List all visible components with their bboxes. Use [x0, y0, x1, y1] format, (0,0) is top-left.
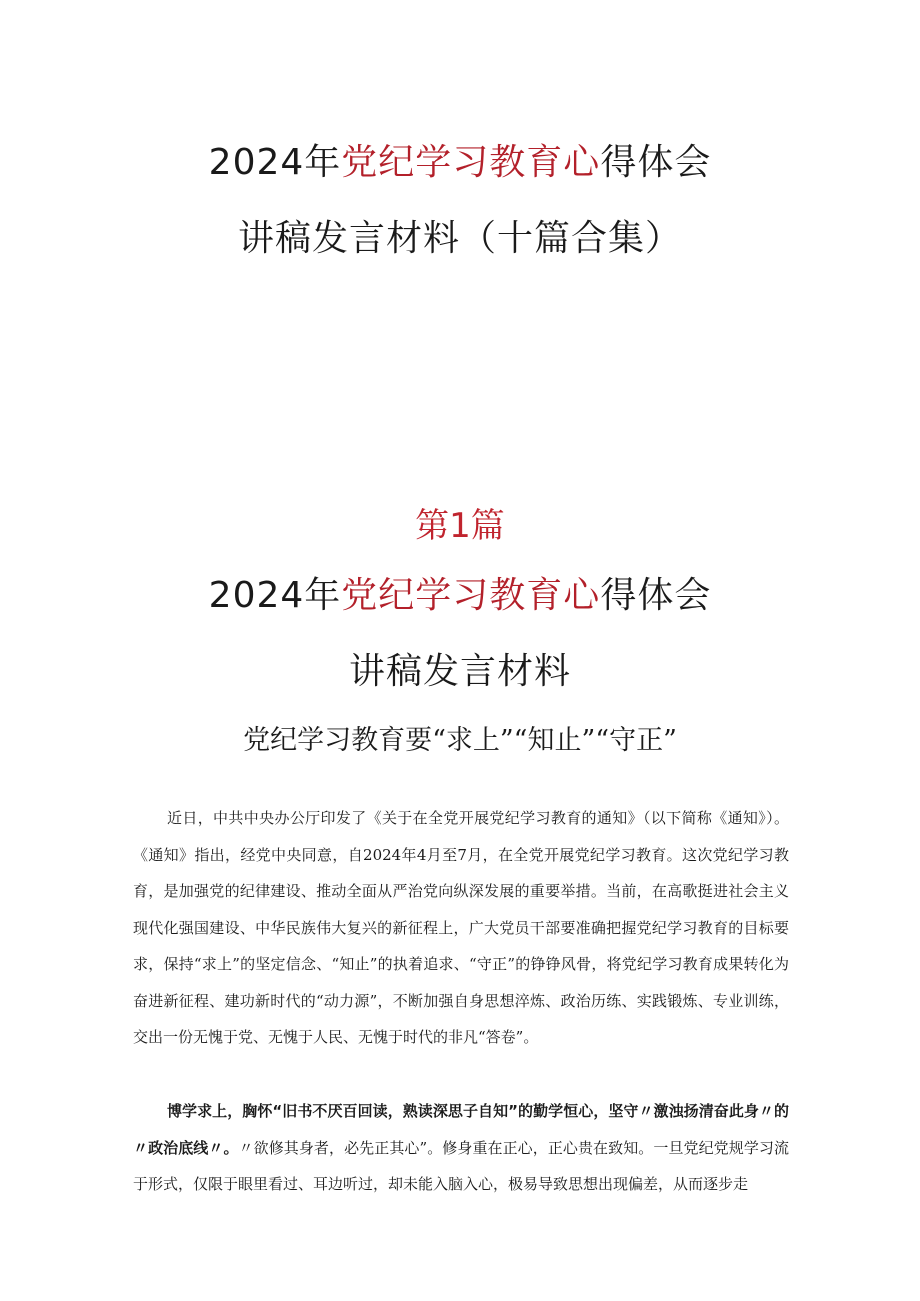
body-paragraph-2 [133, 1093, 789, 1203]
article-title-accent: 党纪学习教育心 [341, 575, 601, 616]
cover-title-end: 得体会 [600, 142, 712, 183]
article-title-year: 2024年 [208, 575, 342, 616]
cover-title-accent: 党纪学习教育心 [341, 142, 601, 183]
paragraph-2-text: 〃欲修其身者，必先正其心”。修身重在正心，正心贵在致知。一旦党纪党规学习流于形式，仅限于眼里看过、耳边听过，却未能入脑入心，极易导致思想出现偏差，从而逐步走 [133, 1138, 789, 1193]
cover-title-line-2: 讲稿发言材料（十篇合集） [237, 218, 682, 259]
paragraph-2-bold-lead: 博学求上，胸怀“旧书不厌百回读，熟读深思子自知”的勤学恒心，坚守〃激浊扬清奋此身〃的〃政治底线〃。 [133, 1102, 789, 1157]
cover-title-line-1 [0, 134, 920, 185]
article-subtitle: 党纪学习教育要“求上”“知止”“守正” [243, 725, 677, 756]
article-title-line-2: 讲稿发言材料 [348, 651, 571, 692]
article-title-line-1 [0, 567, 920, 618]
article-title-end: 得体会 [600, 575, 712, 616]
body-paragraph-1: 近日，中共中央办公厅印发了《关于在全党开展党纪学习教育的通知》（以下简称《通知》）。《通知》指出，经党中央同意，自2024年4月至7月，在全党开展党纪学习教育。这次党纪学习教育，是加强党的纪律建设、推动全面从严治党向纵深发展的重要举措。当前，在高歌挺进社会主义现代化强国建设、中华民族伟大复兴的新征程上，广大党员干部要准确把握党纪学习教育的目标要求，保持“求上”的坚定信念、“知止”的执着追求、“守正”的铮铮风骨，将党纪学习教育成果转化为奋进新征程、建功新时代的“动力源”，不断加强自身思想淬炼、政治历练、实践锻炼、专业训练，交出一份无愧于党、无愧于人民、无愧于时代的非凡“答卷”。 [133, 809, 789, 1046]
cover-title-year: 2024年 [208, 142, 342, 183]
chapter-label: 第1篇 [415, 506, 505, 546]
